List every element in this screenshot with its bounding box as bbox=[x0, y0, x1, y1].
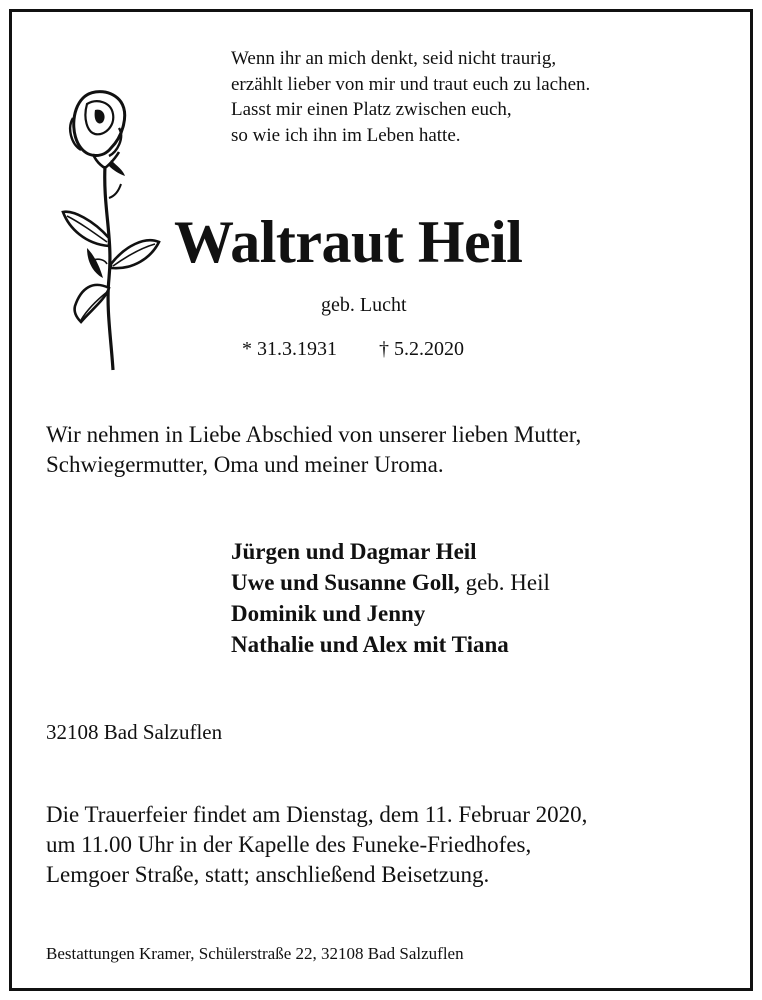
obituary-notice bbox=[9, 9, 753, 991]
mourner-names: Jürgen und Dagmar Heil bbox=[231, 539, 477, 564]
poem-line: erzählt lieber von mir und traut euch zu lachen. bbox=[231, 73, 591, 95]
poem-line: Lasst mir einen Platz zwischen euch, bbox=[231, 99, 512, 120]
mourner-entry bbox=[231, 567, 550, 598]
service-line: Die Trauerfeier findet am Dienstag, dem 11. Februar 2020, bbox=[46, 802, 588, 827]
mourner-entry bbox=[231, 536, 550, 567]
rose-icon bbox=[53, 88, 163, 374]
service-line: Lemgoer Straße, statt; anschließend Beisetzung. bbox=[46, 862, 490, 887]
service-line: um 11.00 Uhr in der Kapelle des Funeke-Friedhofes, bbox=[46, 832, 532, 857]
undertaker-info: Bestattungen Kramer, Schülerstraße 22, 32108 Bad Salzuflen bbox=[46, 944, 464, 963]
deceased-name: Waltraut Heil bbox=[174, 209, 523, 275]
farewell-line: Wir nehmen in Liebe Abschied von unserer lieben Mutter, bbox=[46, 422, 582, 447]
life-dates bbox=[242, 338, 464, 361]
service-info bbox=[46, 800, 746, 890]
farewell-text bbox=[46, 420, 746, 480]
mourner-names: Dominik und Jenny bbox=[231, 601, 426, 626]
mourners-list bbox=[231, 536, 550, 660]
death-date: † 5.2.2020 bbox=[379, 338, 464, 360]
mourner-names: Nathalie und Alex mit Tiana bbox=[231, 632, 509, 657]
mourner-names: Uwe und Susanne Goll, bbox=[231, 570, 460, 595]
birth-date: * 31.3.1931 bbox=[242, 338, 337, 360]
poem-line: so wie ich ihn im Leben hatte. bbox=[231, 124, 461, 146]
mourner-entry bbox=[231, 629, 550, 660]
farewell-line: Schwiegermutter, Oma und meiner Uroma. bbox=[46, 452, 444, 477]
poem-line: Wenn ihr an mich denkt, seid nicht traurig, bbox=[231, 48, 557, 69]
mourner-note: geb. Heil bbox=[459, 570, 550, 595]
place: 32108 Bad Salzuflen bbox=[46, 720, 223, 744]
maiden-name: geb. Lucht bbox=[321, 294, 407, 316]
poem bbox=[231, 46, 590, 148]
mourner-entry bbox=[231, 598, 550, 629]
